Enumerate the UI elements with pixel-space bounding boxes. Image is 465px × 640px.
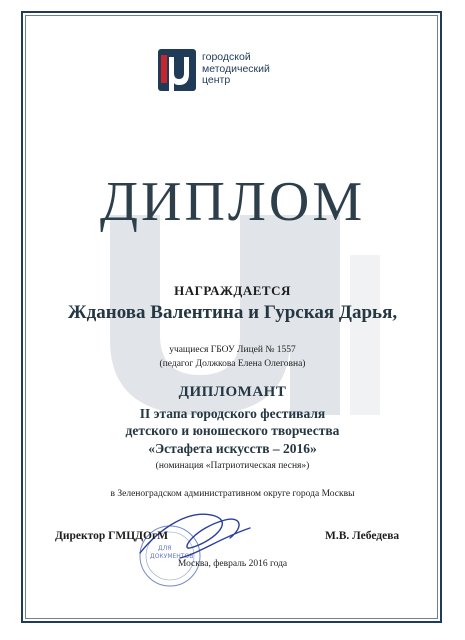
signer-name: М.В. Лебедева (325, 530, 400, 542)
award-title: ДИПЛОМАНТ (178, 384, 287, 400)
nomination-line: (номинация «Патриотическая песня») (155, 461, 310, 471)
director-title: Директор ГМЦДОгМ (55, 530, 169, 542)
school-line: учащиеся ГБОУ Лицей № 1557 (169, 345, 296, 355)
festival-line-1: II этапа городского фестиваля (139, 406, 326, 421)
logo-line-3: центр (202, 74, 231, 86)
district-line: в Зеленоградском административном округе города Москвы (110, 489, 355, 499)
recipient-names: Жданова Валентина и Гурская Дарья, (67, 302, 398, 323)
mu-logo-icon (158, 49, 196, 91)
festival-line-3: «Эстафета искусств – 2016» (148, 441, 317, 456)
stamp-signature-icon (120, 498, 260, 593)
stamp-label-2: ДОКУМЕНТОВ (150, 553, 194, 560)
logo (158, 49, 318, 91)
awarded-label: НАГРАЖДАЕТСЯ (174, 283, 291, 298)
logo-line-2: методический (202, 62, 270, 75)
festival-line-2: детского и юношеского творчества (125, 423, 340, 438)
place-date: Москва, февраль 2016 года (177, 559, 288, 569)
logo-line-1: городской (202, 51, 251, 63)
logo-text (202, 52, 322, 87)
page-title: ДИПЛОМ (99, 171, 366, 233)
stamp-label: ДЛЯ (158, 545, 172, 552)
teacher-line: (педагог Должкова Елена Олеговна) (159, 359, 306, 369)
